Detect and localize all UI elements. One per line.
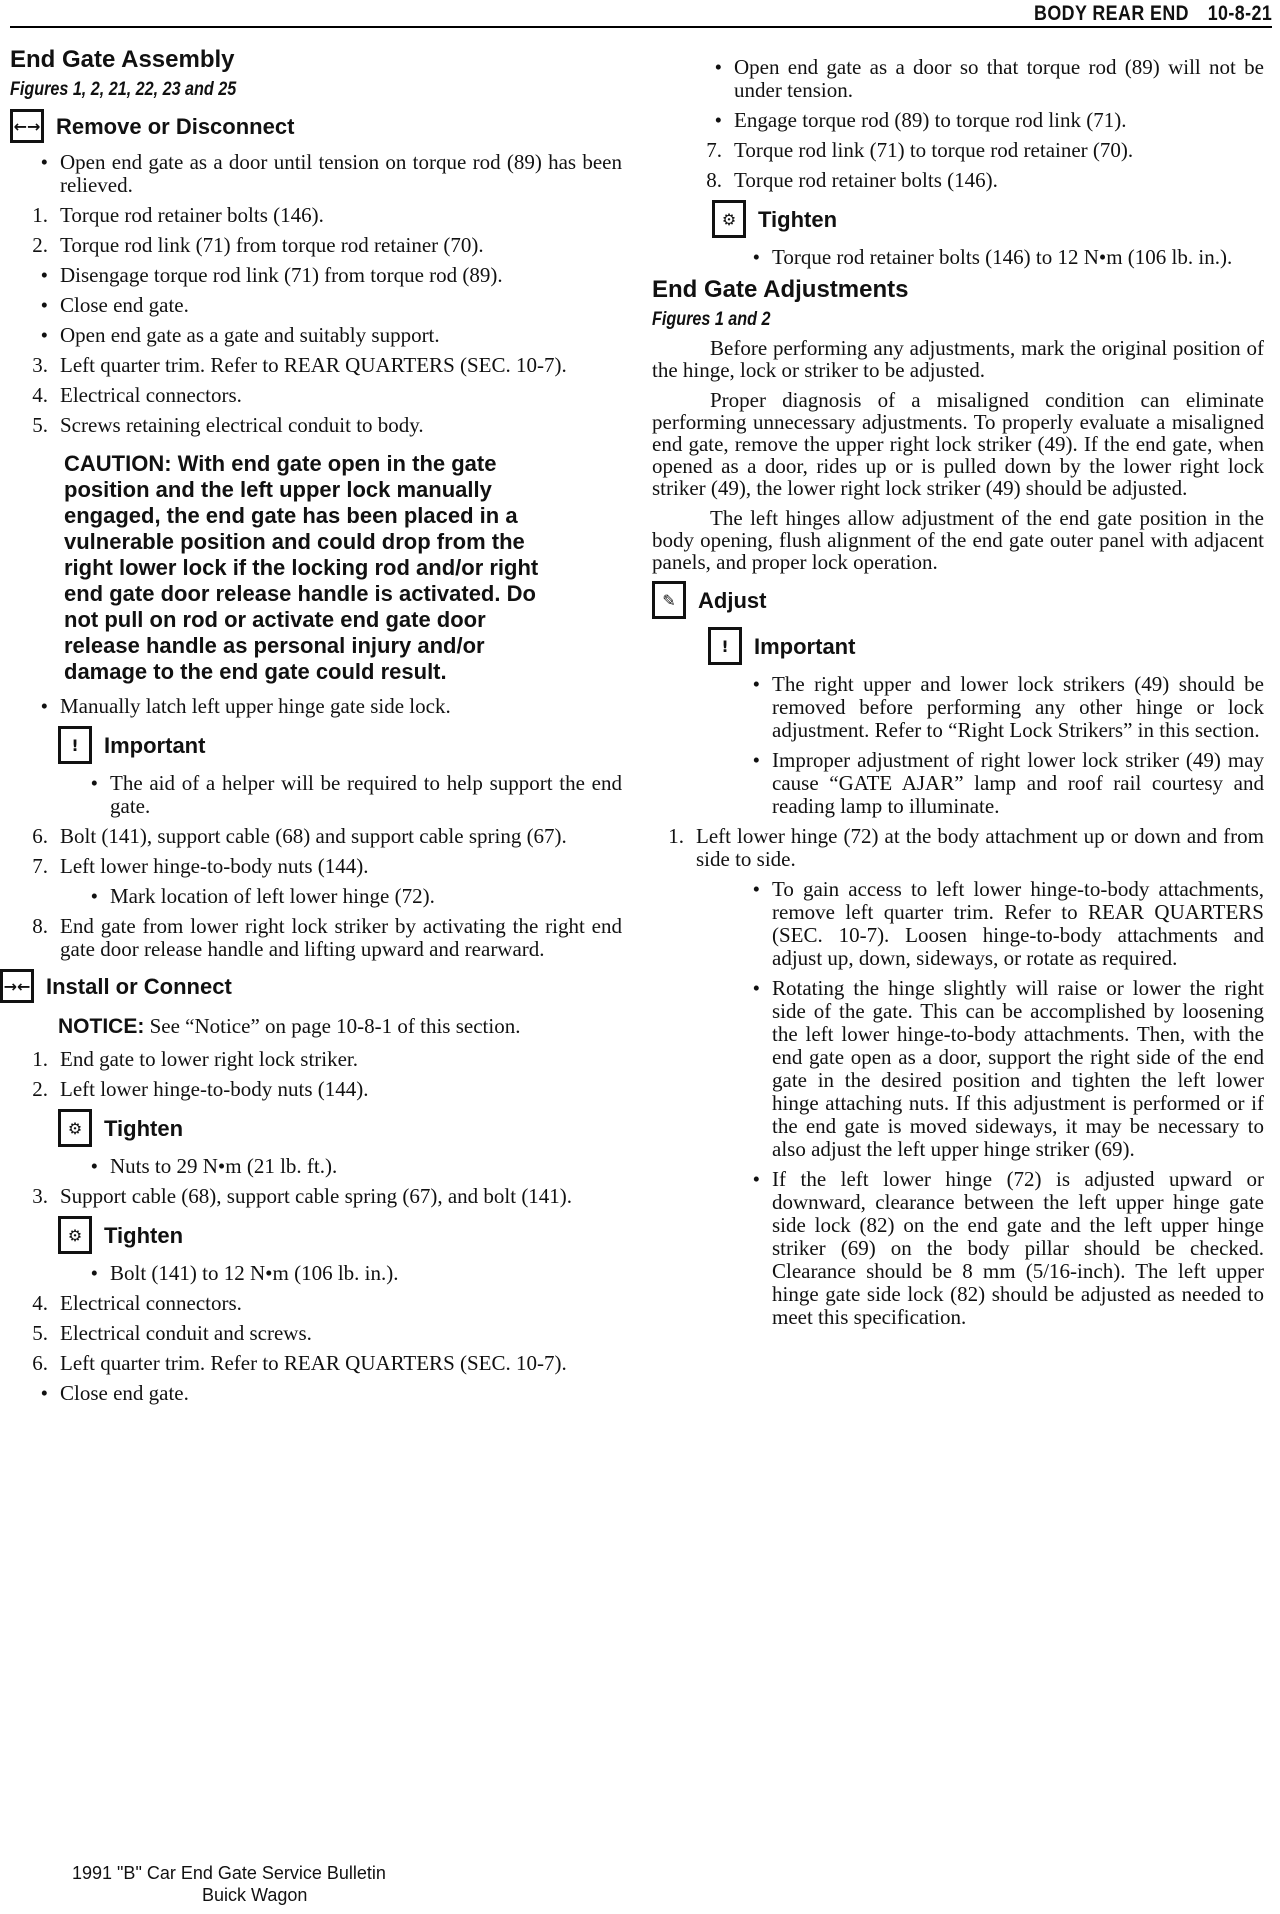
- important-label: Important: [754, 633, 856, 659]
- list-item: • Engage torque rod (89) to torque rod link (71).: [714, 108, 1127, 132]
- list-item: • Rotating the hinge slightly will raise or lower the right side of the gate. This can be accomplished by loosening the left lower hinge-to-body attachments. Then, with the end gate open as a door, support the right side of the end gate in the desired position and tighten the left lower hinge attaching nuts. If this adjustment is performed or if the end gate is moved sideways, it may be necessary to also adjust the left upper hinge striker (69).: [752, 976, 1264, 1161]
- tighten-section: [58, 1216, 622, 1254]
- paragraph: The left hinges allow adjustment of the end gate position in the body opening, flush alignment of the end gate outer panel with adjacent panels, and proper lock operation.: [652, 506, 1264, 574]
- list-item: • Close end gate.: [40, 1381, 189, 1405]
- remove-arrows-icon: ←→: [10, 109, 44, 143]
- screwdriver-icon: ✎: [652, 581, 686, 619]
- important-section: [58, 726, 622, 764]
- end-gate-adjustments-heading: End Gate Adjustments: [652, 276, 909, 303]
- page-header: [10, 0, 1272, 28]
- list-item: • Open end gate as a door so that torque rod (89) will not be under tension.: [714, 55, 1264, 102]
- exclamation-icon: !: [58, 726, 92, 764]
- list-item: • Improper adjustment of right lower lock striker (49) may cause “GATE AJAR” lamp and roof rail courtesy and reading lamp to illuminate.: [752, 748, 1264, 818]
- list-item: 1. Left lower hinge (72) at the body attachment up or down and from side to side.: [668, 824, 1264, 871]
- list-item: 4. Electrical connectors.: [32, 383, 242, 407]
- figures-reference: Figures 1 and 2: [652, 309, 771, 330]
- list-item: • Close end gate.: [40, 293, 189, 317]
- wrench-icon: ⚙: [712, 200, 746, 238]
- remove-steps-list: [10, 151, 622, 437]
- notice-label: NOTICE:: [58, 1015, 145, 1038]
- notice-text: See “Notice” on page 10-8-1 of this section.: [149, 1014, 521, 1038]
- figures-reference: Figures 1, 2, 21, 22, 23 and 25: [10, 79, 237, 100]
- list-item: • Open end gate as a gate and suitably support.: [40, 323, 440, 347]
- remove-disconnect-section: [10, 109, 622, 143]
- header-title-block: [1034, 2, 1272, 26]
- tighten-section: [58, 1109, 622, 1147]
- remove-disconnect-label: Remove or Disconnect: [56, 113, 295, 139]
- exclamation-icon: !: [708, 627, 742, 665]
- install-connect-section: [0, 969, 622, 1003]
- list-item: • Torque rod retainer bolts (146) to 12 N•m (106 lb. in.).: [752, 245, 1233, 269]
- list-item: 3. Left quarter trim. Refer to REAR QUARTERS (SEC. 10-7).: [32, 353, 567, 377]
- paragraph: Before performing any adjustments, mark the original position of the hinge, lock or striker to be adjusted.: [652, 336, 1264, 382]
- adjust-section: [652, 581, 1264, 619]
- list-item: 1. End gate to lower right lock striker.: [32, 1047, 359, 1071]
- left-column: [3, 40, 622, 1412]
- page-footer: [72, 1862, 386, 1906]
- list-item: 3. Support cable (68), support cable spring (67), and bolt (141).: [32, 1184, 573, 1208]
- header-section-title: BODY REAR END: [1033, 2, 1189, 25]
- list-item: 8. End gate from lower right lock striker by activating the right end gate door release handle and lifting upward and rearward.: [32, 914, 622, 961]
- adjust-label: Adjust: [698, 587, 767, 613]
- wrench-icon: ⚙: [58, 1109, 92, 1147]
- list-item: 7. Torque rod link (71) to torque rod retainer (70).: [706, 138, 1134, 162]
- right-column: [652, 54, 1264, 1336]
- list-item: 2. Left lower hinge-to-body nuts (144).: [32, 1077, 369, 1101]
- list-item: • Nuts to 29 N•m (21 lb. ft.).: [90, 1154, 338, 1178]
- list-item: • The right upper and lower lock strikers (49) should be removed before performing any other hinge or lock adjustment. Refer to “Right Lock Strikers” in this section.: [752, 672, 1264, 742]
- list-item: • To gain access to left lower hinge-to-body attachments, remove left quarter trim. Refer to REAR QUARTERS (SEC. 10-7). Loosen hinge-to-body attachments and adjust up, down, sideways, or rotate as required.: [752, 877, 1264, 970]
- important-label: Important: [104, 732, 206, 758]
- list-item: • Mark location of left lower hinge (72).: [90, 884, 435, 908]
- list-item: 7. Left lower hinge-to-body nuts (144).: [32, 854, 369, 878]
- list-item: 4. Electrical connectors.: [32, 1291, 242, 1315]
- list-item: 6. Bolt (141), support cable (68) and support cable spring (67).: [32, 824, 567, 848]
- tighten-label: Tighten: [104, 1115, 184, 1141]
- list-item: • Disengage torque rod link (71) from torque rod (89).: [40, 263, 503, 287]
- list-item: 5. Screws retaining electrical conduit to body.: [32, 413, 424, 437]
- list-item: 8. Torque rod retainer bolts (146).: [706, 168, 998, 192]
- list-item: • Manually latch left upper hinge gate side lock.: [40, 694, 451, 718]
- end-gate-assembly-heading: End Gate Assembly: [10, 46, 235, 73]
- list-item: • The aid of a helper will be required to help support the end gate.: [90, 771, 622, 818]
- notice-block: [58, 1015, 614, 1038]
- list-item: 5. Electrical conduit and screws.: [32, 1321, 312, 1345]
- tighten-label: Tighten: [104, 1222, 184, 1248]
- list-item: • Bolt (141) to 12 N•m (106 lb. in.).: [90, 1261, 399, 1285]
- caution-block: CAUTION: With end gate open in the gate position and the left upper lock manually engaged, the end gate has been placed in a vulnerable position and could drop from the right lower lock if the locking rod and/or right end gate door release handle is activated. Do not pull on rod or activate end gate door release handle as personal injury and/or damage to the end gate could result.: [64, 451, 539, 684]
- header-page-number: 10-8-21: [1207, 2, 1272, 25]
- list-item: • If the left lower hinge (72) is adjusted upward or downward, clearance between the left upper hinge gate side lock (82) on the end gate and the left upper hinge striker (69) on the body pillar should be checked. Clearance should be 8 mm (5/16-inch). The left upper hinge gate side lock (82) should be adjusted as needed to meet this specification.: [752, 1167, 1264, 1329]
- install-arrows-icon: →←: [0, 969, 34, 1003]
- list-item: • Open end gate as a door until tension on torque rod (89) has been relieved.: [40, 150, 622, 197]
- footer-line-2: Buick Wagon: [202, 1885, 308, 1905]
- footer-line-1: 1991 "B" Car End Gate Service Bulletin: [72, 1863, 386, 1883]
- list-item: 6. Left quarter trim. Refer to REAR QUARTERS (SEC. 10-7).: [32, 1351, 567, 1375]
- paragraph: Proper diagnosis of a misaligned condition can eliminate performing unnecessary adjustments. To properly evaluate a misaligned end gate, remove the upper right lock striker (49). If the end gate, when opened as a door, rides up or is pulled down by the lower right lock striker (49), the lower right lock striker (49) should be adjusted.: [652, 388, 1264, 500]
- list-item: 1. Torque rod retainer bolts (146).: [32, 203, 324, 227]
- tighten-section: [712, 200, 1264, 238]
- wrench-icon: ⚙: [58, 1216, 92, 1254]
- important-section: [708, 627, 1264, 665]
- install-connect-label: Install or Connect: [46, 973, 232, 999]
- list-item: 2. Torque rod link (71) from torque rod retainer (70).: [32, 233, 484, 257]
- tighten-label: Tighten: [758, 206, 838, 232]
